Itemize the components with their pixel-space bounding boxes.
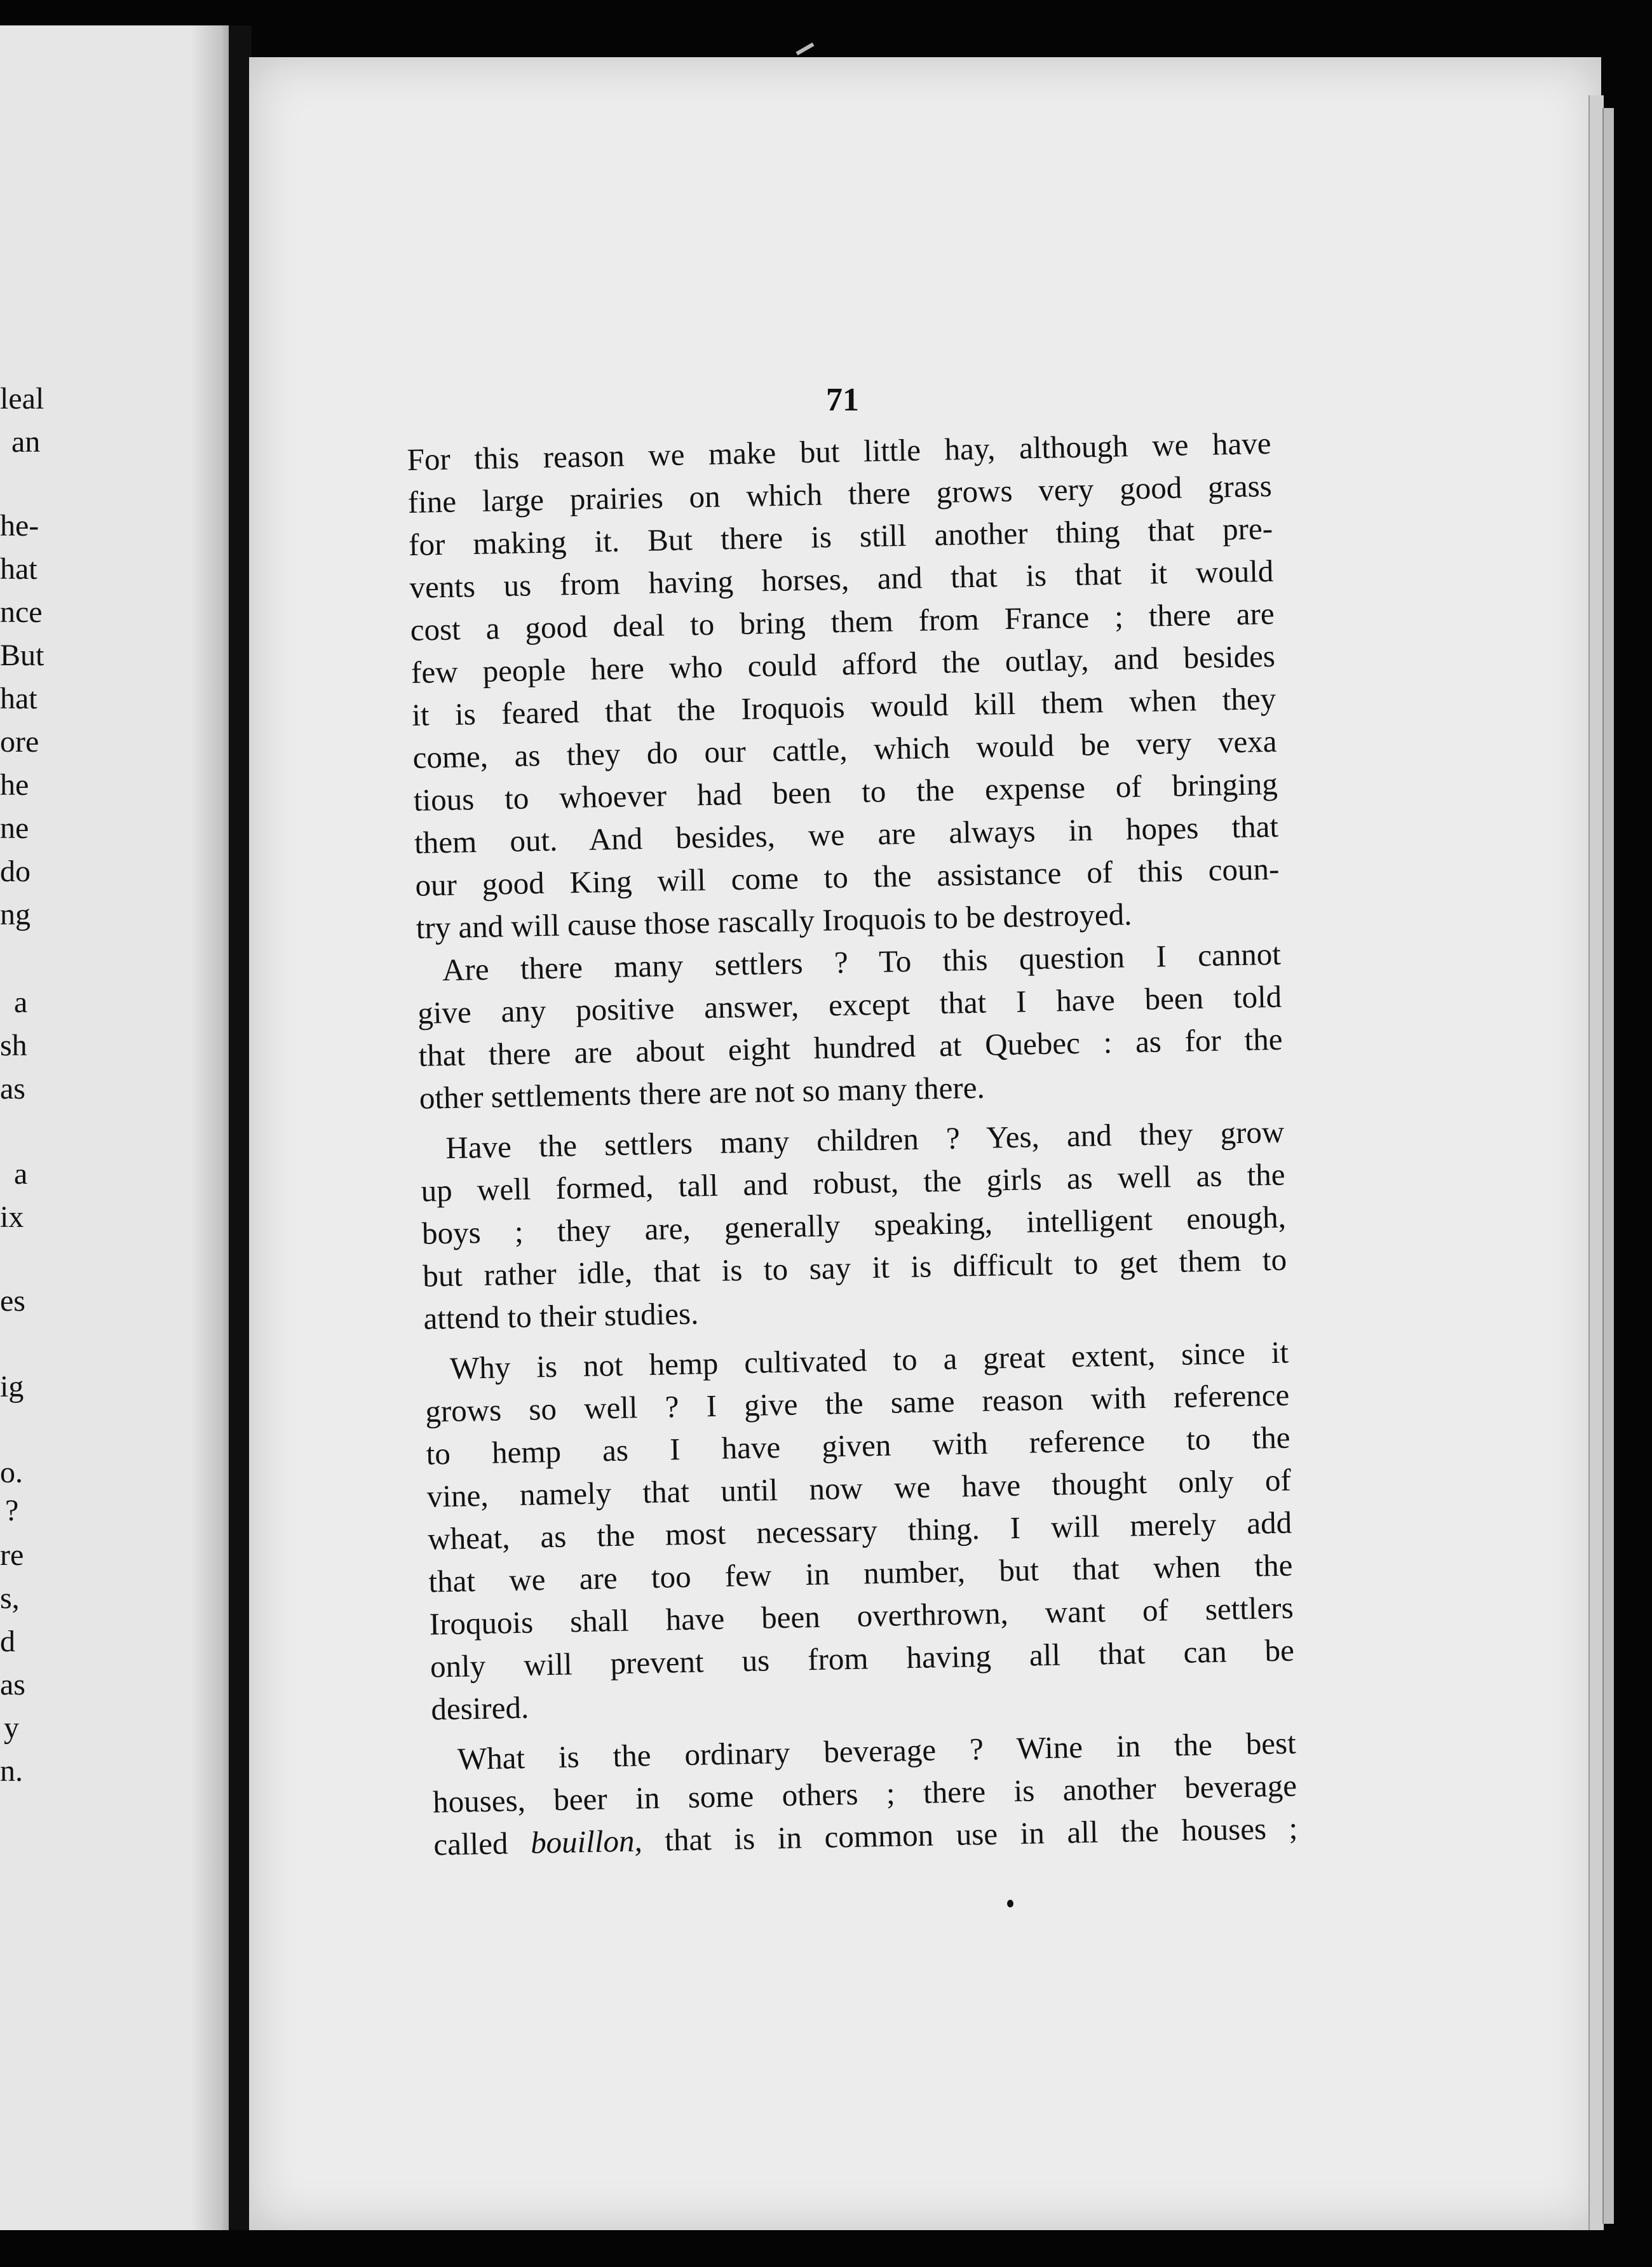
text-line: boys ; they are, generally speaking, intelligent enough, — [421, 1199, 1287, 1251]
page-number: 71 — [826, 382, 859, 418]
text-line: try and will cause those rascally Iroquois to be destroyed. — [416, 897, 1132, 945]
text-line: come, as they do our cattle, which would be very vexa — [412, 723, 1277, 775]
fragment: ne — [0, 811, 29, 845]
text-line: give any positive answer, except that I have been told — [417, 978, 1282, 1031]
text-line: vine, namely that until now we have thought only of — [426, 1462, 1292, 1514]
fragment: y — [4, 1711, 19, 1745]
fragment: he — [0, 768, 29, 802]
text-line: Why is not hemp cultivated to a great extent, since it — [449, 1334, 1289, 1386]
text-line: for making it. But there is still another thing that pre- — [408, 510, 1273, 562]
fragment: nce — [0, 595, 43, 629]
text-line: them out. And besides, we are always in hopes that — [414, 808, 1279, 860]
fragment: hat — [0, 682, 37, 715]
fragment: ix — [0, 1200, 24, 1234]
text-line: cost a good deal to bring them from France ; there are — [410, 595, 1275, 647]
text-line: up well formed, tall and robust, the girls as well as the — [421, 1156, 1286, 1208]
text-line: vents us from having horses, and that is that it would — [409, 553, 1274, 605]
text-line: tious to whoever had been to the expense of bringing — [413, 766, 1278, 818]
fragment: ? — [5, 1494, 19, 1527]
text-line: houses, beer in some others ; there is another beverage — [432, 1768, 1297, 1820]
page-body-text — [407, 422, 1298, 1866]
fragment: he- — [0, 509, 39, 543]
book-gutter — [229, 25, 252, 2230]
text-line: attend to their studies. — [423, 1296, 699, 1336]
text-line: Are there many settlers ? To this question I cannot — [442, 936, 1282, 988]
ink-speck — [1007, 1900, 1013, 1907]
text-segment: called — [433, 1825, 508, 1862]
text-segment: that is in common use in all the houses ; — [664, 1810, 1298, 1858]
fragment: an — [11, 425, 41, 459]
fragment: ng — [0, 898, 30, 931]
fragment: a — [14, 1157, 28, 1191]
fragment: ore — [0, 725, 39, 759]
text-line: Have the settlers many children ? Yes, and they grow — [445, 1114, 1285, 1166]
text-line: it is feared that the Iroquois would kill them when they — [411, 680, 1276, 733]
fragment: hat — [0, 552, 37, 586]
fragment: ig — [0, 1370, 24, 1404]
fragment: But — [0, 639, 44, 672]
page-edge — [1588, 95, 1604, 2230]
text-line: fine large prairies on which there grows very good grass — [407, 468, 1273, 520]
text-line: Iroquois shall have been overthrown, want of settlers — [429, 1590, 1294, 1642]
text-line: few people here who could afford the outlay, and besides — [410, 638, 1276, 690]
italic-term: bouillon, — [530, 1823, 643, 1860]
text-line: only will prevent us from having all that can be — [430, 1632, 1295, 1684]
text-line: that we are too few in number, but that when the — [428, 1547, 1293, 1599]
text-line: but rather idle, that is to say it is difficult to get them to — [422, 1242, 1287, 1294]
text-line: desired. — [430, 1689, 529, 1727]
text-line: grows so well ? I give the same reason with reference — [424, 1377, 1290, 1429]
text-line: other settlements there are not so many there. — [419, 1069, 985, 1116]
text-line: to hemp as I have given with reference to the — [426, 1419, 1290, 1472]
fragment: o. — [0, 1456, 23, 1489]
text-line: For this reason we make but little hay, although we have — [407, 425, 1271, 477]
text-line: wheat, as the most necessary thing. I will merely add — [427, 1505, 1292, 1557]
fragment: a — [14, 985, 28, 1019]
fragment: n. — [0, 1754, 23, 1788]
text-line: that there are about eight hundred at Quebec : as for the — [418, 1021, 1283, 1073]
text-line: What is the ordinary beverage ? Wine in the best — [457, 1725, 1297, 1776]
fragment: as — [0, 1072, 25, 1106]
scan-artifact — [796, 43, 815, 55]
fragment: as — [0, 1668, 25, 1702]
fragment: re — [0, 1538, 24, 1572]
fragment: do — [0, 855, 30, 888]
fragment: es — [0, 1284, 25, 1318]
fragment: d — [0, 1625, 15, 1658]
fragment: s, — [0, 1581, 20, 1615]
fragment: sh — [0, 1029, 27, 1062]
page-edge — [1602, 108, 1614, 2224]
text-line: our good King will come to the assistance of this coun- — [414, 851, 1280, 903]
fragment: leal — [0, 382, 44, 416]
